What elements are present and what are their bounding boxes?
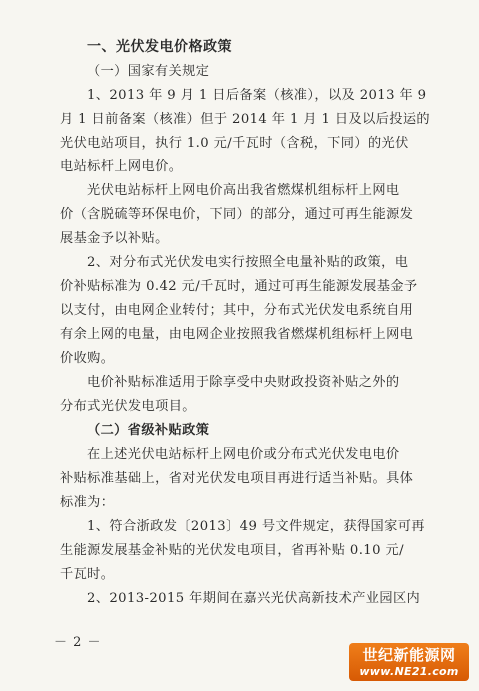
- paragraph-line: 生能源发展基金补贴的光伏发电项目，省再补贴 0.10 元/: [60, 543, 404, 558]
- site-watermark[interactable]: [349, 643, 469, 681]
- paragraph-line: 有余上网的电量，由电网企业按照我省燃煤机组标杆上网电: [60, 327, 414, 342]
- watermark-title: 世纪新能源网: [362, 646, 456, 664]
- paragraph-line: 光伏电站项目，执行 1.0 元/千瓦时（含税，下同）的光伏: [60, 136, 409, 151]
- paragraph-line: 价（含脱硫等环保电价，下同）的部分，通过可再生能源发: [60, 207, 414, 222]
- paragraph-line: 电价补贴标准适用于除享受中央财政投资补贴之外的: [87, 375, 400, 390]
- paragraph-line: 价补贴标准为 0.42 元/千瓦时，通过可再生能源发展基金予: [60, 279, 418, 294]
- paragraph-line: 分布式光伏发电项目。: [60, 399, 196, 414]
- paragraph-line: 2、2013-2015 年期间在嘉兴光伏高新技术产业园区内: [87, 591, 421, 606]
- section-heading: 一、光伏发电价格政策: [87, 39, 232, 55]
- subsection-heading-national: （一）国家有关规定: [87, 64, 210, 79]
- watermark-url: www.NE21.com: [359, 665, 459, 678]
- paragraph-line: 在上述光伏电站标杆上网电价或分布式光伏发电电价: [87, 447, 400, 462]
- paragraph-line: 以支付，由电网企业转付；其中，分布式光伏发电系统自用: [60, 303, 414, 318]
- paragraph-line: 月 1 日前备案（核准）但于 2014 年 1 月 1 日及以后投运的: [60, 112, 431, 127]
- paragraph-line: 1、2013 年 9 月 1 日后备案（核准），以及 2013 年 9: [87, 88, 427, 103]
- paragraph-line: 标准为：: [60, 495, 115, 510]
- paragraph-line: 千瓦时。: [60, 567, 115, 582]
- paragraph-line: 电站标杆上网电价。: [60, 159, 183, 174]
- paragraph-line: 价收购。: [60, 351, 115, 366]
- page-number: － 2 －: [54, 635, 102, 650]
- subsection-heading-provincial: （二）省级补贴政策: [87, 423, 210, 438]
- paragraph-line: 补贴标准基础上，省对光伏发电项目再进行适当补贴。具体: [60, 471, 414, 486]
- paragraph-line: 展基金予以补贴。: [60, 231, 169, 246]
- paragraph-line: 2、对分布式光伏发电实行按照全电量补贴的政策，电: [87, 255, 409, 270]
- paragraph-line: 1、符合浙政发〔2013〕49 号文件规定，获得国家可再: [87, 519, 425, 534]
- paragraph-line: 光伏电站标杆上网电价高出我省燃煤机组标杆上网电: [87, 183, 400, 198]
